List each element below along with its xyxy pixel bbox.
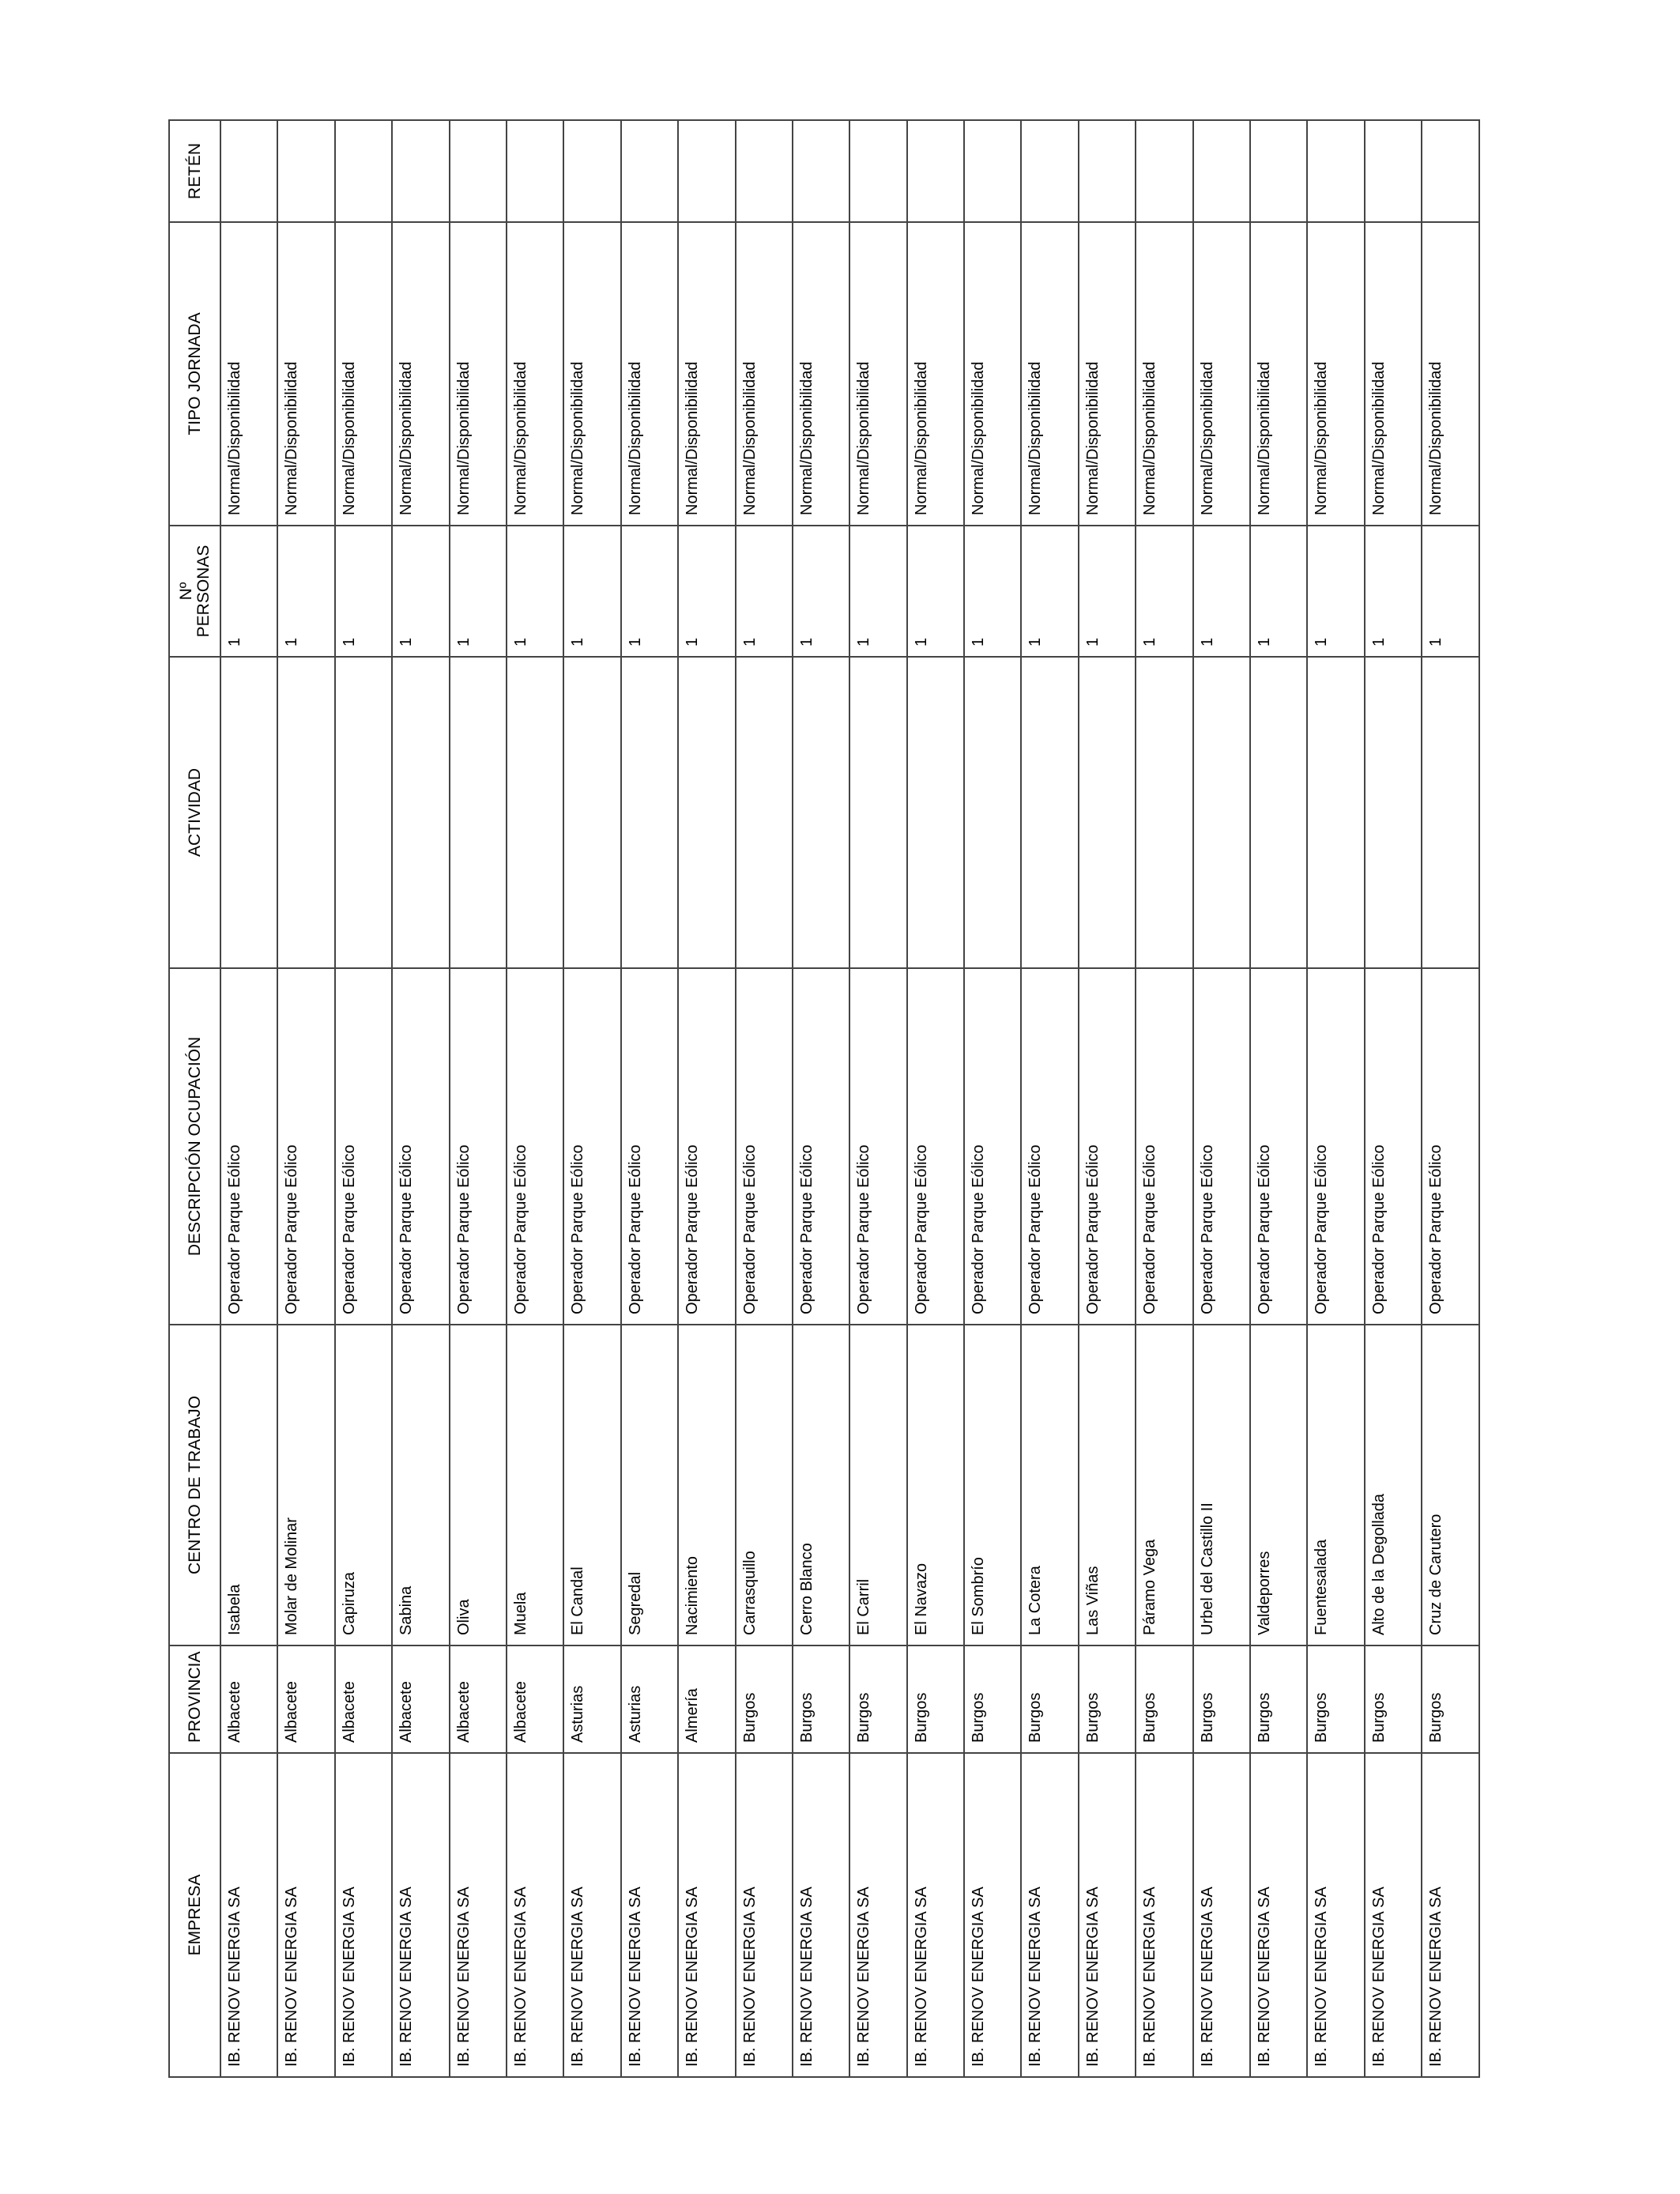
cell-tipo-jornada: Normal/Disponibilidad <box>793 222 849 526</box>
cell-descripcion-ocupacion: Operador Parque Eólico <box>1307 968 1364 1325</box>
cell-centro-de-trabajo: El Sombrío <box>964 1325 1021 1646</box>
cell-num-personas: 1 <box>1193 526 1250 657</box>
cell-tipo-jornada: Normal/Disponibilidad <box>1193 222 1250 526</box>
table-row <box>621 120 678 2077</box>
cell-empresa: IB. RENOV ENERGIA SA <box>563 1753 620 2077</box>
cell-actividad <box>736 657 793 968</box>
cell-num-personas: 1 <box>678 526 735 657</box>
cell-reten <box>220 120 277 222</box>
cell-centro-de-trabajo: Valdeporres <box>1250 1325 1307 1646</box>
cell-reten <box>1021 120 1078 222</box>
cell-provincia: Burgos <box>907 1646 964 1753</box>
cell-empresa: IB. RENOV ENERGIA SA <box>849 1753 906 2077</box>
cell-tipo-jornada: Normal/Disponibilidad <box>1307 222 1364 526</box>
table-row <box>964 120 1021 2077</box>
cell-actividad <box>1307 657 1364 968</box>
cell-centro-de-trabajo: El Carril <box>849 1325 906 1646</box>
header-actividad: ACTIVIDAD <box>169 657 220 968</box>
cell-empresa: IB. RENOV ENERGIA SA <box>1365 1753 1422 2077</box>
table-row <box>793 120 849 2077</box>
cell-descripcion-ocupacion: Operador Parque Eólico <box>907 968 964 1325</box>
cell-descripcion-ocupacion: Operador Parque Eólico <box>220 968 277 1325</box>
header-row <box>169 120 220 2077</box>
cell-provincia: Burgos <box>1250 1646 1307 1753</box>
cell-actividad <box>1422 657 1478 968</box>
table-row <box>220 120 277 2077</box>
cell-actividad <box>1365 657 1422 968</box>
cell-provincia: Burgos <box>793 1646 849 1753</box>
cell-provincia: Albacete <box>277 1646 334 1753</box>
cell-reten <box>277 120 334 222</box>
cell-num-personas: 1 <box>621 526 678 657</box>
cell-provincia: Burgos <box>1136 1646 1192 1753</box>
table-row <box>1422 120 1478 2077</box>
header-tipo-jornada: TIPO JORNADA <box>169 222 220 526</box>
cell-descripcion-ocupacion: Operador Parque Eólico <box>1365 968 1422 1325</box>
table-row <box>392 120 449 2077</box>
cell-provincia: Burgos <box>849 1646 906 1753</box>
cell-empresa: IB. RENOV ENERGIA SA <box>964 1753 1021 2077</box>
cell-provincia: Asturias <box>621 1646 678 1753</box>
cell-reten <box>1079 120 1136 222</box>
cell-actividad <box>907 657 964 968</box>
table-row <box>1079 120 1136 2077</box>
table-row <box>563 120 620 2077</box>
cell-provincia: Albacete <box>392 1646 449 1753</box>
cell-centro-de-trabajo: Nacimiento <box>678 1325 735 1646</box>
cell-centro-de-trabajo: Páramo Vega <box>1136 1325 1192 1646</box>
cell-actividad <box>335 657 392 968</box>
table-row <box>1136 120 1192 2077</box>
cell-reten <box>1422 120 1478 222</box>
cell-provincia: Burgos <box>1193 1646 1250 1753</box>
cell-tipo-jornada: Normal/Disponibilidad <box>563 222 620 526</box>
cell-num-personas: 1 <box>849 526 906 657</box>
cell-empresa: IB. RENOV ENERGIA SA <box>678 1753 735 2077</box>
cell-provincia: Burgos <box>1079 1646 1136 1753</box>
cell-empresa: IB. RENOV ENERGIA SA <box>450 1753 507 2077</box>
cell-empresa: IB. RENOV ENERGIA SA <box>793 1753 849 2077</box>
cell-centro-de-trabajo: Cruz de Carutero <box>1422 1325 1478 1646</box>
cell-reten <box>1250 120 1307 222</box>
cell-empresa: IB. RENOV ENERGIA SA <box>1136 1753 1192 2077</box>
cell-descripcion-ocupacion: Operador Parque Eólico <box>678 968 735 1325</box>
cell-actividad <box>1136 657 1192 968</box>
header-num-personas <box>169 526 220 657</box>
cell-tipo-jornada: Normal/Disponibilidad <box>220 222 277 526</box>
cell-actividad <box>793 657 849 968</box>
cell-centro-de-trabajo: Urbel del Castillo II <box>1193 1325 1250 1646</box>
cell-reten <box>964 120 1021 222</box>
cell-empresa: IB. RENOV ENERGIA SA <box>1250 1753 1307 2077</box>
cell-centro-de-trabajo: Isabela <box>220 1325 277 1646</box>
cell-num-personas: 1 <box>1136 526 1192 657</box>
header-empresa: EMPRESA <box>169 1753 220 2077</box>
cell-empresa: IB. RENOV ENERGIA SA <box>736 1753 793 2077</box>
cell-descripcion-ocupacion: Operador Parque Eólico <box>1079 968 1136 1325</box>
cell-tipo-jornada: Normal/Disponibilidad <box>507 222 563 526</box>
cell-centro-de-trabajo: Molar de Molinar <box>277 1325 334 1646</box>
table-body <box>220 120 1479 2077</box>
cell-descripcion-ocupacion: Operador Parque Eólico <box>563 968 620 1325</box>
cell-descripcion-ocupacion: Operador Parque Eólico <box>1136 968 1192 1325</box>
cell-num-personas: 1 <box>392 526 449 657</box>
cell-provincia: Burgos <box>1365 1646 1422 1753</box>
cell-provincia: Albacete <box>507 1646 563 1753</box>
header-provincia: PROVINCIA <box>169 1646 220 1753</box>
cell-descripcion-ocupacion: Operador Parque Eólico <box>1422 968 1478 1325</box>
cell-empresa: IB. RENOV ENERGIA SA <box>621 1753 678 2077</box>
cell-provincia: Burgos <box>1422 1646 1478 1753</box>
cell-centro-de-trabajo: Las Viñas <box>1079 1325 1136 1646</box>
cell-actividad <box>392 657 449 968</box>
cell-empresa: IB. RENOV ENERGIA SA <box>1193 1753 1250 2077</box>
cell-reten <box>1136 120 1192 222</box>
cell-descripcion-ocupacion: Operador Parque Eólico <box>793 968 849 1325</box>
cell-descripcion-ocupacion: Operador Parque Eólico <box>450 968 507 1325</box>
cell-centro-de-trabajo: El Navazo <box>907 1325 964 1646</box>
header-reten: RETÉN <box>169 120 220 222</box>
cell-actividad <box>849 657 906 968</box>
cell-num-personas: 1 <box>1021 526 1078 657</box>
cell-actividad <box>563 657 620 968</box>
header-centro-de-trabajo: CENTRO DE TRABAJO <box>169 1325 220 1646</box>
cell-actividad <box>450 657 507 968</box>
cell-actividad <box>964 657 1021 968</box>
cell-descripcion-ocupacion: Operador Parque Eólico <box>849 968 906 1325</box>
cell-tipo-jornada: Normal/Disponibilidad <box>392 222 449 526</box>
cell-tipo-jornada: Normal/Disponibilidad <box>1365 222 1422 526</box>
cell-reten <box>621 120 678 222</box>
cell-descripcion-ocupacion: Operador Parque Eólico <box>964 968 1021 1325</box>
cell-reten <box>1307 120 1364 222</box>
cell-reten <box>507 120 563 222</box>
cell-centro-de-trabajo: Capiruza <box>335 1325 392 1646</box>
header-num-personas-line1: Nº <box>176 582 195 601</box>
cell-num-personas: 1 <box>736 526 793 657</box>
cell-reten <box>793 120 849 222</box>
cell-centro-de-trabajo: Fuentesalada <box>1307 1325 1364 1646</box>
cell-reten <box>563 120 620 222</box>
cell-descripcion-ocupacion: Operador Parque Eólico <box>335 968 392 1325</box>
cell-actividad <box>1021 657 1078 968</box>
cell-actividad <box>678 657 735 968</box>
cell-descripcion-ocupacion: Operador Parque Eólico <box>1193 968 1250 1325</box>
cell-tipo-jornada: Normal/Disponibilidad <box>849 222 906 526</box>
cell-descripcion-ocupacion: Operador Parque Eólico <box>1021 968 1078 1325</box>
table-row <box>1250 120 1307 2077</box>
cell-reten <box>450 120 507 222</box>
cell-tipo-jornada: Normal/Disponibilidad <box>964 222 1021 526</box>
table-row <box>849 120 906 2077</box>
table-row <box>1307 120 1364 2077</box>
cell-provincia: Albacete <box>450 1646 507 1753</box>
cell-descripcion-ocupacion: Operador Parque Eólico <box>736 968 793 1325</box>
cell-reten <box>907 120 964 222</box>
cell-empresa: IB. RENOV ENERGIA SA <box>507 1753 563 2077</box>
cell-provincia: Asturias <box>563 1646 620 1753</box>
cell-num-personas: 1 <box>793 526 849 657</box>
cell-centro-de-trabajo: Oliva <box>450 1325 507 1646</box>
cell-num-personas: 1 <box>1250 526 1307 657</box>
cell-tipo-jornada: Normal/Disponibilidad <box>1079 222 1136 526</box>
cell-empresa: IB. RENOV ENERGIA SA <box>1307 1753 1364 2077</box>
table-row <box>1021 120 1078 2077</box>
cell-descripcion-ocupacion: Operador Parque Eólico <box>621 968 678 1325</box>
cell-empresa: IB. RENOV ENERGIA SA <box>335 1753 392 2077</box>
cell-empresa: IB. RENOV ENERGIA SA <box>1422 1753 1478 2077</box>
cell-actividad <box>1079 657 1136 968</box>
cell-reten <box>392 120 449 222</box>
cell-reten <box>1365 120 1422 222</box>
cell-provincia: Burgos <box>1021 1646 1078 1753</box>
cell-tipo-jornada: Normal/Disponibilidad <box>678 222 735 526</box>
cell-tipo-jornada: Normal/Disponibilidad <box>1422 222 1478 526</box>
header-descripcion-ocupacion: DESCRIPCIÓN OCUPACIÓN <box>169 968 220 1325</box>
header-num-personas-line2: PERSONAS <box>194 545 213 638</box>
cell-centro-de-trabajo: Carrasquillo <box>736 1325 793 1646</box>
cell-centro-de-trabajo: El Candal <box>563 1325 620 1646</box>
cell-actividad <box>220 657 277 968</box>
cell-tipo-jornada: Normal/Disponibilidad <box>277 222 334 526</box>
cell-reten <box>678 120 735 222</box>
table-row <box>277 120 334 2077</box>
cell-provincia: Almería <box>678 1646 735 1753</box>
cell-num-personas: 1 <box>563 526 620 657</box>
cell-num-personas: 1 <box>220 526 277 657</box>
cell-descripcion-ocupacion: Operador Parque Eólico <box>392 968 449 1325</box>
table-row <box>450 120 507 2077</box>
cell-provincia: Burgos <box>1307 1646 1364 1753</box>
cell-empresa: IB. RENOV ENERGIA SA <box>1021 1753 1078 2077</box>
cell-provincia: Albacete <box>220 1646 277 1753</box>
cell-reten <box>1193 120 1250 222</box>
cell-centro-de-trabajo: Sabina <box>392 1325 449 1646</box>
cell-num-personas: 1 <box>964 526 1021 657</box>
cell-num-personas: 1 <box>450 526 507 657</box>
staffing-table <box>168 119 1480 2078</box>
cell-actividad <box>621 657 678 968</box>
cell-num-personas: 1 <box>907 526 964 657</box>
cell-tipo-jornada: Normal/Disponibilidad <box>335 222 392 526</box>
table-row <box>678 120 735 2077</box>
table-row <box>1365 120 1422 2077</box>
cell-provincia: Burgos <box>964 1646 1021 1753</box>
cell-descripcion-ocupacion: Operador Parque Eólico <box>1250 968 1307 1325</box>
table-header <box>169 120 220 2077</box>
cell-num-personas: 1 <box>277 526 334 657</box>
cell-num-personas: 1 <box>1422 526 1478 657</box>
cell-tipo-jornada: Normal/Disponibilidad <box>736 222 793 526</box>
cell-empresa: IB. RENOV ENERGIA SA <box>392 1753 449 2077</box>
cell-empresa: IB. RENOV ENERGIA SA <box>907 1753 964 2077</box>
table-row <box>335 120 392 2077</box>
cell-num-personas: 1 <box>1307 526 1364 657</box>
cell-descripcion-ocupacion: Operador Parque Eólico <box>507 968 563 1325</box>
cell-tipo-jornada: Normal/Disponibilidad <box>1136 222 1192 526</box>
cell-actividad <box>1193 657 1250 968</box>
cell-num-personas: 1 <box>1365 526 1422 657</box>
cell-num-personas: 1 <box>1079 526 1136 657</box>
cell-num-personas: 1 <box>335 526 392 657</box>
cell-descripcion-ocupacion: Operador Parque Eólico <box>277 968 334 1325</box>
table-row <box>1193 120 1250 2077</box>
cell-centro-de-trabajo: La Cotera <box>1021 1325 1078 1646</box>
cell-tipo-jornada: Normal/Disponibilidad <box>1021 222 1078 526</box>
cell-tipo-jornada: Normal/Disponibilidad <box>450 222 507 526</box>
rotated-table-sheet <box>168 121 1475 2078</box>
cell-provincia: Burgos <box>736 1646 793 1753</box>
table-row <box>507 120 563 2077</box>
cell-actividad <box>277 657 334 968</box>
cell-centro-de-trabajo: Muela <box>507 1325 563 1646</box>
cell-actividad <box>1250 657 1307 968</box>
cell-centro-de-trabajo: Alto de la Degollada <box>1365 1325 1422 1646</box>
cell-tipo-jornada: Normal/Disponibilidad <box>1250 222 1307 526</box>
table-row <box>736 120 793 2077</box>
cell-provincia: Albacete <box>335 1646 392 1753</box>
cell-tipo-jornada: Normal/Disponibilidad <box>621 222 678 526</box>
cell-centro-de-trabajo: Cerro Blanco <box>793 1325 849 1646</box>
cell-reten <box>849 120 906 222</box>
cell-num-personas: 1 <box>507 526 563 657</box>
cell-tipo-jornada: Normal/Disponibilidad <box>907 222 964 526</box>
cell-centro-de-trabajo: Segredal <box>621 1325 678 1646</box>
table-row <box>907 120 964 2077</box>
cell-empresa: IB. RENOV ENERGIA SA <box>1079 1753 1136 2077</box>
cell-empresa: IB. RENOV ENERGIA SA <box>220 1753 277 2077</box>
cell-reten <box>335 120 392 222</box>
cell-empresa: IB. RENOV ENERGIA SA <box>277 1753 334 2077</box>
cell-actividad <box>507 657 563 968</box>
cell-reten <box>736 120 793 222</box>
